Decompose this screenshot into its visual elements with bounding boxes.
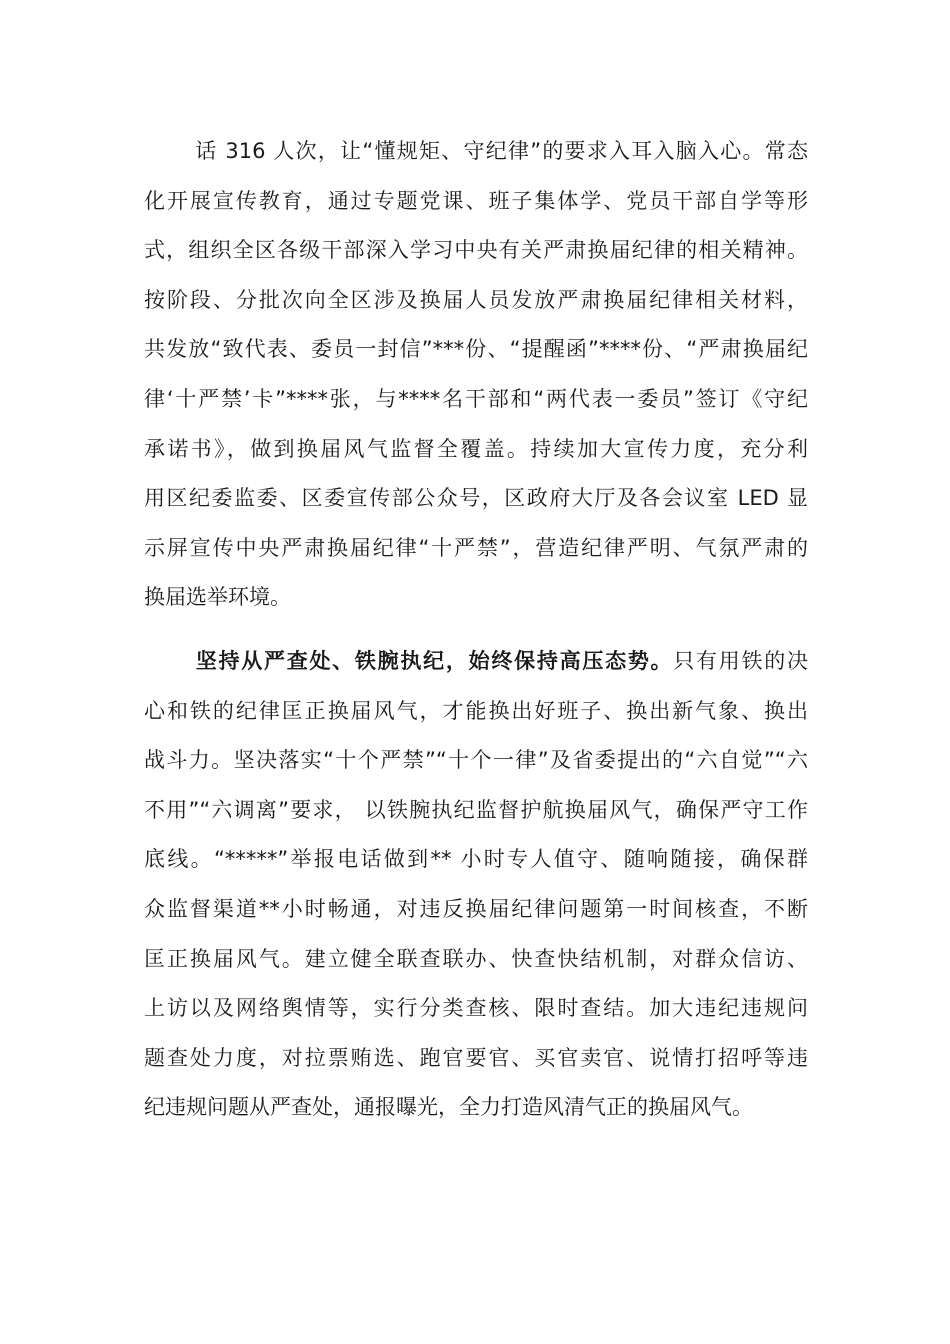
paragraph-line: 用区纪委监委、区委宣传部公众号，区政府大厅及各会议室 LED 显 bbox=[144, 486, 808, 511]
paragraph-line: 心和铁的纪律匡正换届风气，才能换出好班子、换出新气象、换出 bbox=[144, 698, 808, 723]
paragraph-line bbox=[144, 637, 808, 687]
paragraph-line: 上访以及网络舆情等，实行分类查核、限时查结。加大违纪违规问 bbox=[144, 996, 808, 1021]
paragraph-line: 换届选举环境。 bbox=[144, 585, 291, 610]
paragraph-heading: 坚持从严查处、铁腕执纪，始终保持高压态势。 bbox=[194, 649, 674, 673]
paragraph-line: 式，组织全区各级干部深入学习中央有关严肃换届纪律的相关精神。 bbox=[144, 238, 808, 263]
paragraph-discipline-education bbox=[144, 127, 808, 623]
line-text: 话 316 人次，让“懂规矩、守纪律”的要求入耳入脑入心。常态 bbox=[194, 139, 808, 163]
paragraph-line: 共发放“致代表、委员一封信”***份、“提醒函”****份、“严肃换届纪 bbox=[144, 337, 808, 362]
paragraph-line: 化开展宣传教育，通过专题党课、班子集体学、党员干部自学等形 bbox=[144, 188, 808, 213]
paragraph-line: 底线。“*****”举报电话做到** 小时专人值守、随响随接，确保群 bbox=[144, 847, 808, 872]
line-text: 只有用铁的决 bbox=[673, 649, 809, 673]
paragraph-line: 不用”“六调离”要求， 以铁腕执纪监督护航换届风气，确保严守工作 bbox=[144, 797, 808, 822]
paragraph-line: 匡正换届风气。建立健全联查联办、快查快结机制，对群众信访、 bbox=[144, 946, 808, 971]
paragraph-line: 承诺书》，做到换届风气监督全覆盖。持续加大宣传力度，充分利 bbox=[144, 436, 808, 461]
paragraph-line: 众监督渠道**小时畅通，对违反换届纪律问题第一时间核查，不断 bbox=[144, 896, 808, 921]
paragraph-line: 示屏宣传中央严肃换届纪律“十严禁”，营造纪律严明、气氛严肃的 bbox=[144, 535, 808, 560]
paragraph-line: 纪违规问题从严查处，通报曝光，全力打造风清气正的换届风气。 bbox=[144, 1095, 753, 1120]
paragraph-line: 律‘十严禁’卡”****张，与****名干部和“两代表一委员”签订《守纪 bbox=[144, 386, 808, 411]
paragraph-strict-investigation bbox=[144, 637, 808, 1133]
paragraph-line bbox=[144, 127, 808, 177]
paragraph-line: 按阶段、分批次向全区涉及换届人员发放严肃换届纪律相关材料， bbox=[144, 287, 808, 312]
paragraph-line: 战斗力。坚决落实“十个严禁”“十个一律”及省委提出的“六自觉”“六 bbox=[144, 748, 808, 773]
paragraph-line: 题查处力度，对拉票贿选、跑官要官、买官卖官、说情打招呼等违 bbox=[144, 1045, 808, 1070]
